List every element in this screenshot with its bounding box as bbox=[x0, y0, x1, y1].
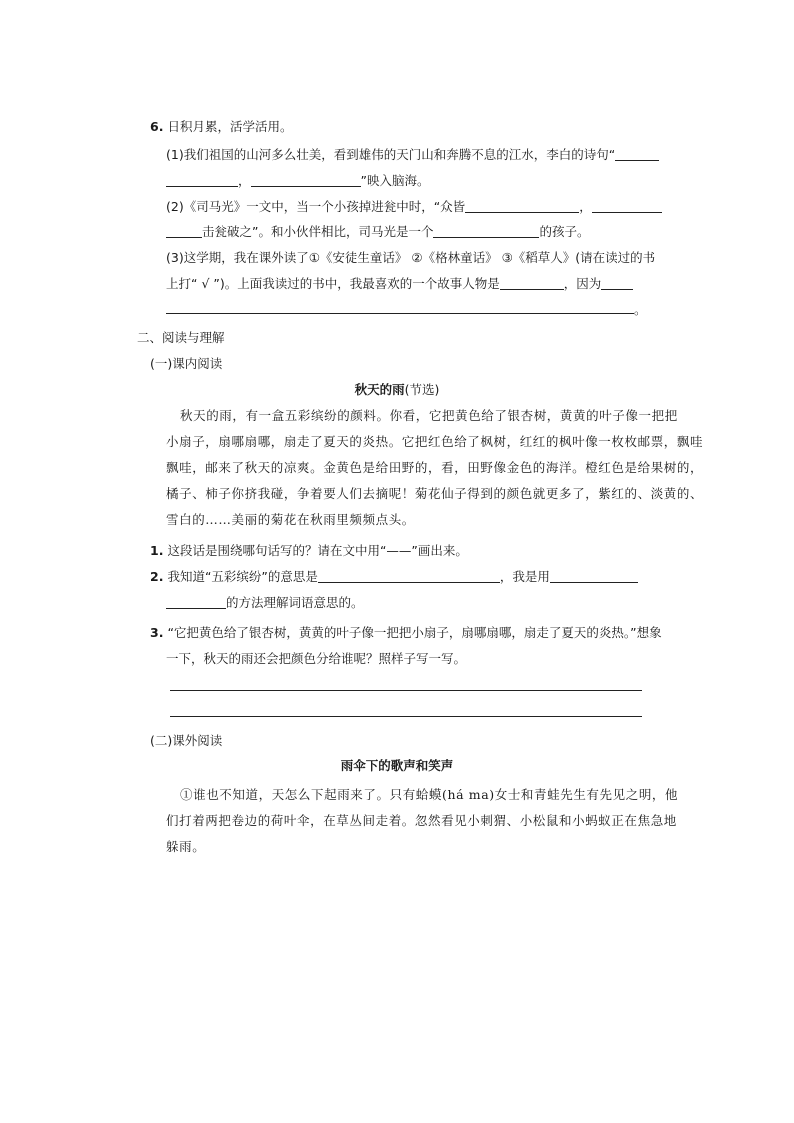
answer-blank[interactable] bbox=[615, 148, 659, 161]
passage-1-line: 雪白的……美丽的菊花在秋雨里频频点头。 bbox=[166, 512, 415, 527]
question-text: 这段话是围绕哪句话写的？请在文中用“——”画出来。 bbox=[167, 543, 468, 558]
answer-blank[interactable] bbox=[166, 174, 238, 187]
comma: ， bbox=[579, 199, 592, 214]
q6-item-3-text-2: 上打“ √ ”)。上面我读过的书中，我最喜欢的一个故事人物是 bbox=[166, 276, 500, 291]
q6-item-2-text: (2)《司马光》一文中，当一个小孩掉进瓮中时，“众皆 bbox=[166, 199, 466, 214]
question-text: 的方法理解词语意思的。 bbox=[226, 595, 364, 610]
reading-q1 bbox=[150, 541, 468, 559]
answer-blank[interactable] bbox=[166, 225, 202, 238]
q6-item-3-line2 bbox=[166, 274, 633, 292]
passage-1-line: 飘哇，邮来了秋天的凉爽。金黄色是给田野的，看，田野像金色的海洋。橙红色是给果树的， bbox=[166, 460, 704, 475]
part-2-label: (二)课外阅读 bbox=[150, 733, 223, 748]
passage-1-line: 秋天的雨，有一盒五彩缤纷的颜料。你看，它把黄色给了银杏树，黄黄的叶子像一把把 bbox=[180, 408, 678, 423]
question-number: 1. bbox=[150, 543, 164, 558]
q6-item-1-text: (1)我们祖国的山河多么壮美，看到雄伟的天门山和奔腾不息的江水，李白的诗句“ bbox=[166, 147, 616, 162]
reading-q2-line1 bbox=[150, 567, 638, 585]
reading-q2-line2 bbox=[166, 593, 364, 611]
answer-blank[interactable] bbox=[251, 174, 361, 187]
q6-item-3-because: ，因为 bbox=[563, 276, 602, 291]
answer-blank[interactable] bbox=[166, 596, 226, 609]
answer-line[interactable] bbox=[170, 690, 642, 691]
question-text: ，我是用 bbox=[499, 569, 550, 584]
passage-2-line: ①谁也不知道，天怎么下起雨来了。只有蛤蟆(há ma)女士和青蛙先生有先见之明，他 bbox=[180, 787, 679, 802]
q6-item-2-mid: 击瓮破之”。和小伙伴相比，司马光是一个 bbox=[202, 224, 434, 239]
question-number: 6. bbox=[150, 119, 164, 134]
section-heading: 二、阅读与理解 bbox=[137, 330, 225, 345]
question-text: 我知道“五彩缤纷”的意思是 bbox=[167, 569, 318, 584]
answer-blank[interactable] bbox=[550, 570, 638, 583]
passage-1-title bbox=[0, 380, 794, 398]
answer-line[interactable] bbox=[166, 313, 634, 314]
answer-blank[interactable] bbox=[592, 200, 662, 213]
q6-item-2-line2 bbox=[166, 222, 590, 240]
passage-2-title: 雨伞下的歌声和笑声 bbox=[340, 758, 454, 773]
q6-item-3-text: (3)这学期，我在课外读了①《安徒生童话》 ②《格林童话》 ③《稻草人》(请在读过的书 bbox=[166, 250, 656, 265]
q6-item-3-line1 bbox=[166, 248, 655, 266]
q6-item-1-tail: ”映入脑海。 bbox=[360, 173, 430, 188]
answer-blank[interactable] bbox=[465, 200, 579, 213]
question-number: 2. bbox=[150, 569, 164, 584]
q6-item-2-line1 bbox=[166, 197, 662, 215]
title-text: 秋天的雨 bbox=[354, 382, 405, 397]
period: 。 bbox=[634, 302, 647, 317]
part-1-label: (一)课内阅读 bbox=[150, 356, 223, 371]
question-6-heading bbox=[150, 117, 292, 135]
question-number: 3. bbox=[150, 625, 164, 640]
passage-1-line: 小扇子，扇哪扇哪，扇走了夏天的炎热。它把红色给了枫树，红红的枫叶像一枚枚邮票，飘哇 bbox=[166, 434, 704, 449]
q6-item-1-line2 bbox=[166, 171, 430, 189]
q6-item-1-line1 bbox=[166, 145, 659, 163]
passage-2-line: 躲雨。 bbox=[166, 839, 206, 854]
passage-2-line: 们打着两把卷边的荷叶伞，在草丛间走着。忽然看见小刺猬、小松鼠和小蚂蚁正在焦急地 bbox=[166, 813, 677, 828]
question-text: “它把黄色给了银杏树，黄黄的叶子像一把把小扇子，扇哪扇哪，扇走了夏天的炎热。”想象 bbox=[167, 625, 662, 640]
q6-item-2-tail: 的孩子。 bbox=[539, 224, 590, 239]
passage-1-line: 橘子、柿子你挤我碰，争着要人们去摘呢！菊花仙子得到的颜色就更多了，紫红的、淡黄的、 bbox=[166, 486, 704, 501]
answer-blank[interactable] bbox=[433, 225, 539, 238]
comma: ， bbox=[238, 173, 251, 188]
question-text: 一下，秋天的雨还会把颜色分给谁呢？照样子写一写。 bbox=[166, 651, 467, 666]
title-note: (节选) bbox=[404, 382, 440, 397]
answer-blank[interactable] bbox=[601, 277, 633, 290]
question-title: 日积月累，活学活用。 bbox=[167, 119, 293, 134]
answer-blank[interactable] bbox=[500, 277, 564, 290]
answer-blank[interactable] bbox=[318, 570, 500, 583]
reading-q3-line1 bbox=[150, 623, 662, 641]
answer-line[interactable] bbox=[170, 716, 642, 717]
